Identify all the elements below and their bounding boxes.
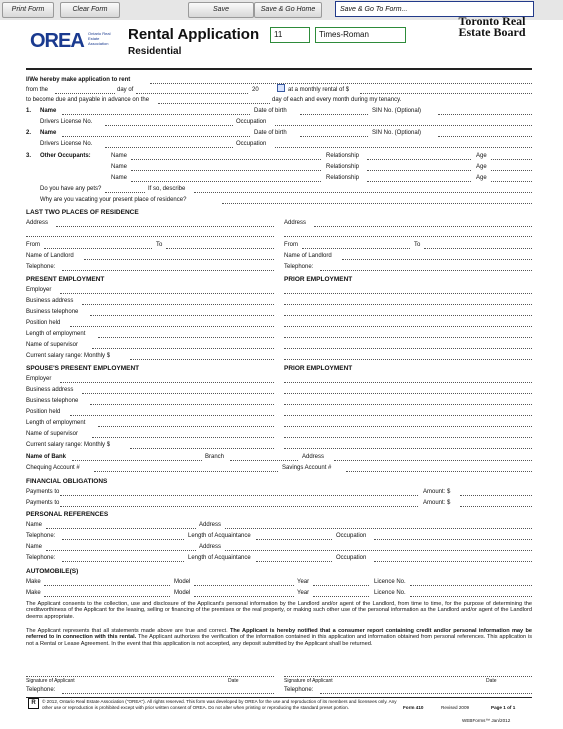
ref-1-occupation-field[interactable] [374, 539, 532, 540]
vacating-field[interactable] [222, 203, 532, 204]
residence-1-telephone-field[interactable] [62, 270, 274, 271]
occupant-1-age-label: Age [476, 153, 487, 159]
spouse-address-label: Business address [26, 387, 74, 393]
applicant-1-occ-field[interactable] [275, 125, 532, 126]
residence-heading: LAST TWO PLACES OF RESIDENCE [26, 209, 139, 216]
representation-text: The Applicant represents that all statements made above are true and correct. [26, 628, 228, 634]
residence-2-telephone-label: Telephone: [284, 264, 314, 270]
auto-1-make-field[interactable] [44, 585, 170, 586]
prior-address-field[interactable] [284, 304, 532, 305]
present-employment-heading: PRESENT EMPLOYMENT [26, 276, 105, 283]
auto-1-make-label: Make [26, 579, 41, 585]
header-divider [26, 68, 532, 70]
spouse-employment-heading: SPOUSE'S PRESENT EMPLOYMENT [26, 365, 140, 372]
occupant-3-age-field[interactable] [491, 181, 532, 182]
ref-2-occupation-field[interactable] [374, 561, 532, 562]
residence-1-from-label: From [26, 242, 40, 248]
emp-salary-field[interactable] [130, 359, 274, 360]
print-form-button[interactable]: Print Form [2, 2, 54, 18]
occupant-3-age-label: Age [476, 175, 487, 181]
bank-address-label: Address [302, 454, 325, 460]
residence-2-from-field[interactable] [302, 248, 410, 249]
ref-1-address-label: Address [199, 522, 222, 528]
calendar-icon[interactable] [277, 84, 285, 92]
ref-1-length-field[interactable] [256, 539, 332, 540]
applicant-1-sin-label: SIN No. (Optional) [372, 108, 422, 114]
applicant-2-sin-field[interactable] [438, 136, 532, 137]
spouse-salary-field[interactable] [130, 448, 274, 449]
orea-logo-subtitle: Ontario Real Estate Association [88, 31, 111, 46]
residence-1-landlord-field[interactable] [84, 259, 274, 260]
applicant-1-occ-label: Occupation [236, 119, 267, 125]
prior-salary-field[interactable] [284, 359, 532, 360]
auto-2-year-label: Year [297, 590, 310, 596]
residence-2-address-field[interactable] [314, 226, 532, 227]
applicant-1-num: 1. [26, 108, 32, 114]
sig-2-telephone-field[interactable] [320, 693, 532, 694]
residence-2-address-line-2[interactable] [284, 236, 532, 237]
residence-1-address-label: Address [26, 220, 49, 226]
emp-telephone-field[interactable] [90, 315, 274, 316]
auto-1-year-field[interactable] [313, 585, 369, 586]
occupant-3-name-label: Name [111, 175, 128, 181]
ref-2-telephone-label: Telephone: [26, 555, 56, 561]
auto-2-licence-field[interactable] [410, 596, 532, 597]
ref-1-telephone-label: Telephone: [26, 533, 56, 539]
prior-employer-field[interactable] [284, 293, 532, 294]
signature-2-date-label: Date [486, 678, 497, 684]
emp-salary-label: Current salary range: Monthly $ [26, 353, 111, 359]
spouse-length-field[interactable] [98, 426, 274, 427]
spouse-prior-telephone-field[interactable] [284, 404, 532, 405]
applicant-2-dl-field[interactable] [105, 147, 233, 148]
webforms-label: WEBForms™ Jan/2012 [462, 718, 511, 723]
signature-2-label: Signature of Applicant [284, 678, 333, 684]
signature-1-label: Signature of Applicant [26, 678, 75, 684]
revised-date: Revised 2009 [441, 705, 470, 710]
residence-1-from-field[interactable] [44, 248, 152, 249]
ref-2-length-label: Length of Acquaintance [188, 555, 251, 561]
residence-2-landlord-field[interactable] [342, 259, 532, 260]
realtor-logo: R [28, 698, 39, 709]
bank-name-label: Name of Bank [26, 454, 67, 460]
form-number: Form 410 [403, 705, 424, 710]
chequing-field[interactable] [94, 471, 278, 472]
spouse-prior-employer-field[interactable] [284, 382, 532, 383]
prior-supervisor-field[interactable] [284, 348, 532, 349]
spouse-position-label: Position held [26, 409, 61, 415]
applicant-2-sin-label: SIN No. (Optional) [372, 130, 422, 136]
prior-employment-heading: PRIOR EMPLOYMENT [284, 276, 353, 283]
occupant-2-name-label: Name [111, 164, 128, 170]
residence-1-to-label: To [156, 242, 163, 248]
ref-2-length-field[interactable] [256, 561, 332, 562]
emp-employer-field[interactable] [60, 293, 274, 294]
spouse-length-label: Length of employment [26, 420, 86, 426]
occupant-2-rel-label: Relationship [326, 164, 360, 170]
ref-1-length-label: Length of Acquaintance [188, 533, 251, 539]
bank-branch-field[interactable] [230, 460, 298, 461]
bank-branch-label: Branch [205, 454, 225, 460]
pets-field[interactable] [105, 192, 145, 193]
intro-monthly-label: at a monthly rental of $ [288, 87, 350, 93]
occupant-1-name-label: Name [111, 153, 128, 159]
signature-2-field[interactable] [284, 676, 532, 677]
residence-1-landlord-label: Name of Landlord [26, 253, 74, 259]
emp-position-label: Position held [26, 320, 61, 326]
page-title: Rental Application [128, 26, 260, 43]
ref-2-name-label: Name [26, 544, 43, 550]
save-go-home-button[interactable]: Save & Go Home [254, 2, 322, 18]
spouse-prior-salary-field[interactable] [284, 448, 532, 449]
financial-heading: FINANCIAL OBLIGATIONS [26, 478, 108, 485]
amount-1-field[interactable] [460, 495, 532, 496]
payments-1-label: Payments to [26, 489, 60, 495]
payments-2-field[interactable] [60, 506, 418, 507]
ref-1-name-field[interactable] [46, 528, 196, 529]
applicant-2-occ-field[interactable] [275, 147, 532, 148]
from-month-field[interactable] [136, 93, 248, 94]
clear-form-button[interactable]: Clear Form [60, 2, 120, 18]
auto-2-licence-label: Licence No. [374, 590, 406, 596]
spouse-prior-employment-heading: PRIOR EMPLOYMENT [284, 365, 353, 372]
applicant-2-dl-label: Drivers License No. [40, 141, 93, 147]
applicant-2-dob-field[interactable] [300, 136, 368, 137]
payments-1-field[interactable] [60, 495, 418, 496]
applicant-1-name-field[interactable] [62, 114, 250, 115]
amount-2-label: Amount: $ [423, 500, 451, 506]
spouse-prior-length-field[interactable] [284, 426, 532, 427]
pets-desc-field[interactable] [194, 192, 532, 193]
intro-line-1: I/We hereby make application to rent [26, 77, 131, 83]
rent-address-field[interactable] [150, 83, 532, 84]
amount-1-label: Amount: $ [423, 489, 451, 495]
applicant-1-dob-label: Date of birth [254, 108, 287, 114]
occupant-2-rel-field[interactable] [367, 170, 471, 171]
residence-2-to-label: To [414, 242, 421, 248]
consent-paragraph: The Applicant consents to the collection, use and disclosure of the Applicant's personal information by the Landlord and/or agent of the Landlord, from time to time, for the purpose of determining the creditworthiness of the Applicant for the leasing, selling or financing of the premises or the real property, or making such other use of the personal information as the Landlord and/or agent of the Landlord deems appropriate. [26, 601, 532, 620]
prior-position-field[interactable] [284, 326, 532, 327]
spouse-supervisor-field[interactable] [92, 437, 274, 438]
applicant-1-name-label: Name [40, 108, 57, 114]
sig-1-telephone-label: Telephone: [26, 687, 56, 693]
residence-2-landlord-label: Name of Landlord [284, 253, 332, 259]
auto-1-licence-label: Licence No. [374, 579, 406, 585]
applicant-1-dl-field[interactable] [105, 125, 233, 126]
intro-from-label: from the [26, 87, 49, 93]
auto-2-year-field[interactable] [313, 596, 369, 597]
amount-2-field[interactable] [460, 506, 532, 507]
residence-1-address-line-2[interactable] [26, 236, 274, 237]
orea-logo: OREA [30, 30, 84, 52]
spouse-employer-label: Employer [26, 376, 52, 382]
sig-2-telephone-label: Telephone: [284, 687, 314, 693]
auto-2-make-label: Make [26, 590, 41, 596]
auto-2-model-label: Model [174, 590, 191, 596]
occupant-1-name-field[interactable] [131, 159, 321, 160]
residence-2-telephone-field[interactable] [320, 270, 532, 271]
signature-1-field[interactable] [26, 676, 274, 677]
auto-1-model-label: Model [174, 579, 191, 585]
signature-1-date-label: Date [228, 678, 239, 684]
spouse-prior-address-field[interactable] [284, 393, 532, 394]
autos-heading: AUTOMOBILE(S) [26, 568, 79, 575]
ref-2-address-label: Address [199, 544, 222, 550]
ref-1-occupation-label: Occupation [336, 533, 367, 539]
vacating-label: Why are you vacating your present place of residence? [40, 197, 187, 203]
ref-2-address-field[interactable] [225, 550, 532, 551]
occupants-num: 3. [26, 153, 32, 159]
ref-1-telephone-field[interactable] [62, 539, 184, 540]
residence-1-telephone-label: Telephone: [26, 264, 56, 270]
prior-telephone-field[interactable] [284, 315, 532, 316]
occupant-2-age-label: Age [476, 164, 487, 170]
footer-divider [26, 697, 532, 698]
pets-desc-label: If so, describe [148, 186, 186, 192]
emp-length-field[interactable] [98, 337, 274, 338]
emp-supervisor-field[interactable] [92, 348, 274, 349]
spouse-supervisor-label: Name of supervisor [26, 431, 79, 437]
page-subtitle: Residential [128, 46, 182, 57]
spouse-salary-label: Current salary range: Monthly $ [26, 442, 111, 448]
emp-position-field[interactable] [70, 326, 274, 327]
spouse-position-field[interactable] [70, 415, 274, 416]
representation-paragraph [26, 628, 532, 647]
emp-supervisor-label: Name of supervisor [26, 342, 79, 348]
sig-1-telephone-field[interactable] [62, 693, 274, 694]
savings-label: Savings Account # [282, 465, 332, 471]
spouse-address-field[interactable] [82, 393, 274, 394]
applicant-2-name-label: Name [40, 130, 57, 136]
references-heading: PERSONAL REFERENCES [26, 511, 109, 518]
applicant-1-dob-field[interactable] [300, 114, 368, 115]
spouse-telephone-label: Business telephone [26, 398, 79, 404]
save-go-to-form-select[interactable]: Save & Go To Form... [335, 1, 534, 17]
applicant-1-dl-label: Drivers License No. [40, 119, 93, 125]
ref-1-address-field[interactable] [225, 528, 532, 529]
occupants-label: Other Occupants: [40, 153, 91, 159]
copyright-text: © 2012, Ontario Real Estate Association ("OREA"). All rights reserved. This form was developed by OREA for the use and reproduction of its members and licensees only. Any other use or reproduction is prohibited except with prior written consent of OREA. Do not alter when printing or reproducing the standard preset portion. [42, 699, 397, 710]
occupant-3-rel-field[interactable] [367, 181, 471, 182]
auto-2-make-field[interactable] [44, 596, 170, 597]
ref-2-occupation-label: Occupation [336, 555, 367, 561]
emp-telephone-label: Business telephone [26, 309, 79, 315]
intro-line-3b: day of each and every month during my tenancy. [272, 97, 402, 103]
occupant-2-age-field[interactable] [491, 170, 532, 171]
emp-address-field[interactable] [82, 304, 274, 305]
font-size-field[interactable]: 11 [270, 27, 310, 43]
spouse-prior-supervisor-field[interactable] [284, 437, 532, 438]
occupant-2-name-field[interactable] [131, 170, 321, 171]
applicant-1-sin-field[interactable] [438, 114, 532, 115]
applicant-2-occ-label: Occupation [236, 141, 267, 147]
applicant-2-name-field[interactable] [62, 136, 250, 137]
auto-1-licence-field[interactable] [410, 585, 532, 586]
residence-1-address-field[interactable] [56, 226, 274, 227]
bank-address-field[interactable] [334, 460, 532, 461]
pets-label: Do you have any pets? [40, 186, 102, 192]
spouse-employer-field[interactable] [60, 382, 274, 383]
emp-address-label: Business address [26, 298, 74, 304]
from-day-field[interactable] [55, 93, 115, 94]
prior-length-field[interactable] [284, 337, 532, 338]
ref-2-name-field[interactable] [46, 550, 196, 551]
occupant-1-age-field[interactable] [491, 159, 532, 160]
font-name-field[interactable]: Times-Roman [315, 27, 406, 43]
auto-1-model-field[interactable] [194, 585, 294, 586]
occupant-1-rel-label: Relationship [326, 153, 360, 159]
ref-1-name-label: Name [26, 522, 43, 528]
intro-day-of-label: day of [117, 87, 134, 93]
applicant-2-dob-label: Date of birth [254, 130, 287, 136]
payments-2-label: Payments to [26, 500, 60, 506]
auto-2-model-field[interactable] [194, 596, 294, 597]
applicant-2-num: 2. [26, 130, 32, 136]
spouse-prior-position-field[interactable] [284, 415, 532, 416]
intro-year-label: 20 [252, 87, 259, 93]
chequing-label: Chequing Account # [26, 465, 80, 471]
savings-field[interactable] [346, 471, 532, 472]
intro-line-3a: to become due and payable in advance on the [26, 97, 150, 103]
residence-1-to-field[interactable] [166, 248, 274, 249]
monthly-rent-field[interactable] [360, 93, 532, 94]
ref-2-telephone-field[interactable] [62, 561, 184, 562]
auto-1-year-label: Year [297, 579, 310, 585]
occupant-3-rel-label: Relationship [326, 175, 360, 181]
save-button[interactable]: Save [188, 2, 254, 18]
credit-notice-text: The Applicant is hereby notified that a consumer report containing credit and/or personal information may be referred to in connection with this rental. [26, 628, 533, 641]
authorization-text: The Applicant authorizes the verification of the information contained in this application and information obtained from personal references. This application is not a Rental or Lease Agreement. In the event that this application is not accepted, any deposit submitted by the Applicant shall be returned. [26, 634, 532, 647]
emp-employer-label: Employer [26, 287, 52, 293]
residence-2-from-label: From [284, 242, 298, 248]
bank-name-field[interactable] [72, 460, 202, 461]
residence-2-address-label: Address [284, 220, 307, 226]
page-number: Page 1 of 1 [491, 705, 516, 710]
residence-2-to-field[interactable] [424, 248, 532, 249]
emp-length-label: Length of employment [26, 331, 86, 337]
occupant-3-name-field[interactable] [131, 181, 321, 182]
occupant-1-rel-field[interactable] [367, 159, 471, 160]
spouse-telephone-field[interactable] [90, 404, 274, 405]
due-day-field[interactable] [158, 103, 270, 104]
treb-logo: Toronto Real Estate Board [458, 14, 526, 39]
